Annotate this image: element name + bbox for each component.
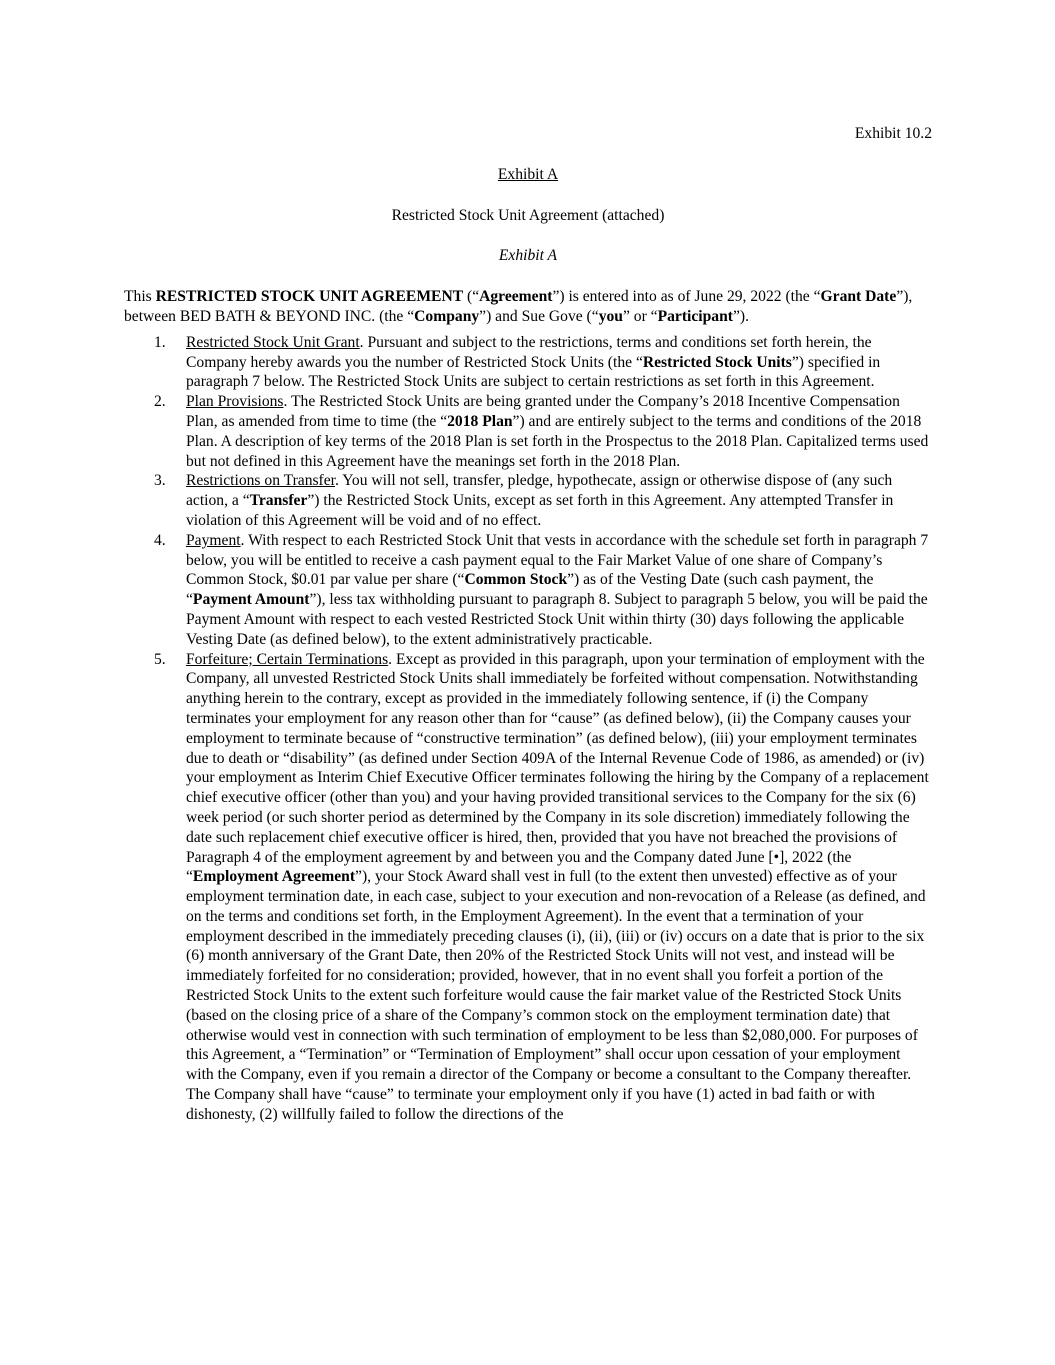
section-heading: Payment bbox=[186, 531, 241, 549]
defined-term: Transfer bbox=[249, 492, 308, 510]
defined-term: Restricted Stock Units bbox=[642, 353, 792, 371]
defined-term: you bbox=[598, 307, 623, 325]
intro-text: ”) is entered into as of June 29, 2022 (the “ bbox=[552, 288, 821, 306]
section-1 bbox=[124, 333, 932, 392]
section-list bbox=[124, 333, 932, 1125]
exhibit-a-italic-text: Exhibit A bbox=[498, 247, 558, 265]
defined-term: Company bbox=[414, 307, 480, 325]
section-text: . Except as provided in this paragraph, upon your termination of employment with the Company, all unvested Restricted Stock Units shall immediately be forfeited without compensation. Notwithstanding anything herein to the contrary, except as provided in the immediately following sentence, if (i) the Company terminates your employment for any reason other than for “cause” (as defined below), (ii) the Company causes your employment to terminate because of “constructive termination” (as defined below), (iii) your employment terminates due to death or “disability” (as defined under Section 409A of the Internal Revenue Code of 1986, as amended) or (iv) your employment as Interim Chief Executive Officer terminates following the hiring by the Company of a replacement chief executive officer (other than you) and your having provided transitional services to the Company for the six (6) week period (or such shorter period as determined by the Company in its sole discretion) immediately following the date such replacement chief executive officer is hired, then, provided that you have not breached the provisions of Paragraph 4 of the employment agreement by and between you and the Company dated June [•], 2022 (the “ bbox=[186, 650, 929, 886]
section-text: ”) and are entirely subject to the terms and conditions of the 2018 Plan. A description of key terms of the 2018 Plan is set forth in the Prospectus to the 2018 Plan. Capitalized terms used but not defined in this Agreement have the meanings set forth in the 2018 Plan. bbox=[186, 412, 929, 470]
section-number: 1. bbox=[154, 333, 166, 351]
document-subtitle: Restricted Stock Unit Agreement (attached) bbox=[391, 206, 665, 224]
section-text: ”), less tax withholding pursuant to paragraph 8. Subject to paragraph 5 below, you will be paid the Payment Amount with respect to each vested Restricted Stock Unit within thirty (30) days following the applicable Vesting Date (as defined below), to the extent administratively practicable. bbox=[186, 591, 928, 648]
defined-term: Employment Agreement bbox=[192, 868, 356, 886]
section-4 bbox=[124, 531, 932, 650]
intro-text: ”), between BED BATH & BEYOND INC. (the “ bbox=[124, 288, 913, 325]
exhibit-number: Exhibit 10.2 bbox=[854, 125, 932, 142]
section-number: 3. bbox=[154, 472, 166, 490]
intro-text: ”). bbox=[732, 307, 749, 325]
defined-term: Participant bbox=[657, 307, 733, 325]
defined-term: 2018 Plan bbox=[447, 412, 513, 430]
section-heading: Plan Provisions bbox=[186, 393, 284, 411]
section-text: . The Restricted Stock Units are being granted under the Company’s 2018 Incentive Compensation Plan, as amended from time to time (the “ bbox=[186, 393, 900, 430]
agreement-name: RESTRICTED STOCK UNIT AGREEMENT bbox=[155, 288, 464, 306]
section-text: ”), your Stock Award shall vest in full (to the extent then unvested) effective as of your employment termination date, in each case, subject to your execution and non-revocation of a Release (as defined, and on the terms and conditions set forth, in the Employment Agreement). In the event that a termination of your employment described in the immediately preceding clauses (i), (ii), (iii) or (iv) occurs on a date that is prior to the six (6) month anniversary of the Grant Date, then 20% of the Restricted Stock Units will not vest, and instead will be immediately forfeited for no consideration; provided, however, that in no event shall you forfeit a portion of the Restricted Stock Units to the extent such forfeiture would cause the fair market value of the Restricted Stock Units (based on the closing price of a share of the Company’s common stock on the employment termination date) that otherwise would vest in connection with such termination of employment to be less than $2,080,000. For purposes of this Agreement, a “Termination” or “Termination of Employment” shall occur upon cessation of your employment with the Company, even if you remain a director of the Company or become a consultant to the Company thereafter. The Company shall have “cause” to terminate your employment only if you have (1) acted in bad faith or with dishonesty, (2) willfully failed to follow the directions of the bbox=[186, 868, 926, 1123]
intro-text: This bbox=[124, 288, 156, 306]
section-text: ”) specified in paragraph 7 below. The Restricted Stock Units are subject to certain restrictions as set forth in this Agreement. bbox=[186, 353, 881, 391]
section-number: 5. bbox=[154, 650, 166, 668]
section-number: 2. bbox=[154, 393, 166, 411]
exhibit-a-italic-heading bbox=[124, 246, 932, 266]
intro-text: (“ bbox=[463, 288, 480, 306]
exhibit-a-text: Exhibit A bbox=[497, 165, 559, 183]
section-5 bbox=[124, 650, 932, 1125]
section-3 bbox=[124, 471, 932, 530]
document-page bbox=[124, 124, 932, 1125]
section-text: . With respect to each Restricted Stock Unit that vests in accordance with the schedule set forth in paragraph 7 below, you will be entitled to receive a cash payment equal to the Fair Market Value of one share of Company’s Common Stock, $0.01 par value per share (“ bbox=[186, 531, 929, 589]
exhibit-a-heading bbox=[124, 165, 932, 185]
intro-text: ”) and Sue Gove (“ bbox=[479, 307, 599, 325]
intro-paragraph bbox=[124, 287, 932, 327]
section-heading: Restricted Stock Unit Grant bbox=[186, 333, 360, 351]
defined-term: Grant Date bbox=[820, 288, 897, 306]
section-heading: Forfeiture; Certain Terminations bbox=[186, 650, 389, 668]
section-heading: Restrictions on Transfer bbox=[186, 472, 336, 490]
defined-term: Common Stock bbox=[464, 571, 568, 589]
section-text: ”) the Restricted Stock Units, except as set forth in this Agreement. Any attempted Transfer in violation of this Agreement will be void and of no effect. bbox=[186, 492, 894, 529]
defined-term: Payment Amount bbox=[192, 591, 310, 609]
section-text: . You will not sell, transfer, pledge, hypothecate, assign or otherwise dispose of (any such action, a “ bbox=[186, 472, 893, 510]
section-2 bbox=[124, 392, 932, 471]
section-text: ”) as of the Vesting Date (such cash payment, the “ bbox=[186, 571, 874, 609]
section-number: 4. bbox=[154, 531, 166, 549]
defined-term: Agreement bbox=[479, 288, 553, 306]
intro-text: ” or “ bbox=[622, 307, 658, 325]
section-text: . Pursuant and subject to the restrictions, terms and conditions set forth herein, the Company hereby awards you the number of Restricted Stock Units (the “ bbox=[186, 333, 872, 371]
